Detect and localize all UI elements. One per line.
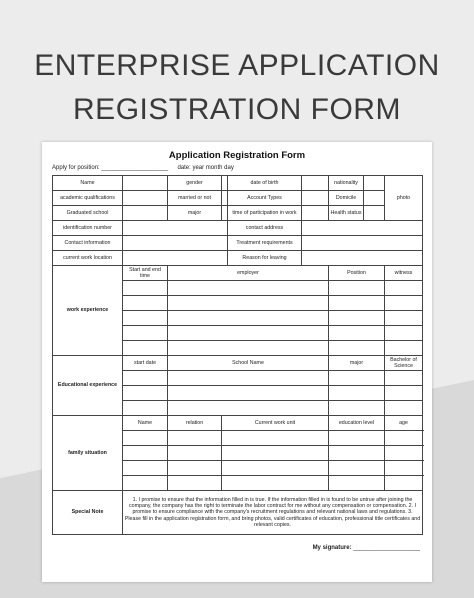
- label-major: major: [168, 206, 222, 221]
- input-graduated[interactable]: [123, 206, 168, 221]
- header-education-level: education level: [329, 416, 385, 431]
- label-domicile: Domicile: [329, 191, 364, 206]
- cell[interactable]: [385, 461, 423, 476]
- apply-row: [52, 165, 234, 171]
- cell[interactable]: [168, 281, 329, 296]
- registration-table: [52, 175, 423, 535]
- header-school: School Name: [168, 356, 329, 371]
- cell[interactable]: [222, 431, 329, 446]
- cell[interactable]: [168, 446, 222, 461]
- label-account: Account Types: [228, 191, 302, 206]
- header-work-unit: Current work unit: [222, 416, 329, 431]
- cell[interactable]: [123, 446, 168, 461]
- cell[interactable]: [123, 296, 168, 311]
- signature-row: [313, 545, 420, 551]
- label-treatment: Treatment requirements: [228, 236, 302, 251]
- cell[interactable]: [222, 446, 329, 461]
- header-degree: Bachelor of Science: [385, 356, 423, 371]
- banner-line-2: REGISTRATION FORM: [73, 93, 401, 126]
- cell[interactable]: [385, 296, 423, 311]
- cell[interactable]: [329, 476, 385, 491]
- cell[interactable]: [385, 371, 423, 386]
- signature-line[interactable]: ____________________: [353, 545, 420, 551]
- cell[interactable]: [123, 386, 168, 401]
- cell[interactable]: [123, 311, 168, 326]
- cell[interactable]: [123, 341, 168, 356]
- cell[interactable]: [168, 341, 329, 356]
- cell[interactable]: [329, 341, 385, 356]
- header-start-end: Start and end time: [123, 266, 168, 281]
- input-name[interactable]: [123, 176, 168, 191]
- banner-line-1: ENTERPRISE APPLICATION: [34, 49, 440, 82]
- cell[interactable]: [385, 476, 423, 491]
- cell[interactable]: [385, 446, 423, 461]
- section-work-experience: work experience: [53, 266, 123, 356]
- cell[interactable]: [123, 401, 168, 416]
- cell[interactable]: [168, 431, 222, 446]
- cell[interactable]: [329, 326, 385, 341]
- label-graduated: Graduated school: [53, 206, 123, 221]
- input-nationality[interactable]: [364, 176, 385, 191]
- label-reason: Reason for leaving: [228, 251, 302, 266]
- input-academic[interactable]: [123, 191, 168, 206]
- label-health: Health status: [329, 206, 364, 221]
- cell[interactable]: [329, 371, 385, 386]
- page-banner: [0, 44, 474, 132]
- section-education: Educational experience: [53, 356, 123, 416]
- cell[interactable]: [123, 326, 168, 341]
- cell[interactable]: [123, 461, 168, 476]
- label-nationality: nationality: [329, 176, 364, 191]
- label-dob: date of birth: [228, 176, 302, 191]
- cell[interactable]: [168, 386, 329, 401]
- cell[interactable]: [222, 461, 329, 476]
- date-field[interactable]: date: year month day: [177, 165, 234, 171]
- cell[interactable]: [168, 296, 329, 311]
- special-note-text: 1. I promise to ensure that the information filled in is true. If the information filled in is found to be untrue after joining the company, the company has the right to terminate the labor contract for me without any compensation or compensation. 2. I promise to ensure compliance with the company's recruitment regulations and relevant national laws and regulations. 3. Please fill in the application registration form, and bring photos, valid certificates of education, professional title certificates and relevant copies.: [123, 491, 423, 535]
- cell[interactable]: [222, 476, 329, 491]
- cell[interactable]: [168, 326, 329, 341]
- header-relation: relation: [168, 416, 222, 431]
- cell[interactable]: [385, 311, 423, 326]
- cell[interactable]: [168, 401, 329, 416]
- label-id-number: identification number: [53, 221, 123, 236]
- input-reason[interactable]: [302, 251, 423, 266]
- cell[interactable]: [168, 371, 329, 386]
- form-title: Application Registration Form: [168, 150, 306, 161]
- input-contact-info[interactable]: [123, 236, 228, 251]
- cell[interactable]: [385, 431, 423, 446]
- cell[interactable]: [123, 476, 168, 491]
- label-gender: gender: [168, 176, 222, 191]
- section-family: family situation: [53, 416, 123, 491]
- cell[interactable]: [329, 446, 385, 461]
- cell[interactable]: [329, 296, 385, 311]
- header-employer: employer: [168, 266, 329, 281]
- label-academic: academic qualifications: [53, 191, 123, 206]
- signature-label: My signature:: [312, 545, 352, 551]
- input-id-number[interactable]: [123, 221, 228, 236]
- apply-for-field[interactable]: Apply for position: ____________________: [52, 165, 169, 171]
- header-edu-major: major: [329, 356, 385, 371]
- header-position: Position: [329, 266, 385, 281]
- cell[interactable]: [168, 311, 329, 326]
- label-married: married or not: [168, 191, 222, 206]
- cell[interactable]: [385, 281, 423, 296]
- label-current-unit: current work location: [53, 251, 123, 266]
- cell[interactable]: [123, 371, 168, 386]
- label-contact-address: contact address: [228, 221, 302, 236]
- photo-box[interactable]: photo: [385, 176, 423, 221]
- section-special-note: Special Note: [53, 491, 123, 535]
- header-witness: witness: [385, 266, 423, 281]
- input-current-unit[interactable]: [123, 251, 228, 266]
- cell[interactable]: [385, 341, 423, 356]
- cell[interactable]: [385, 401, 423, 416]
- cell[interactable]: [123, 281, 168, 296]
- cell[interactable]: [168, 461, 222, 476]
- input-account[interactable]: [302, 191, 329, 206]
- label-participation: time of participation in work: [228, 206, 302, 221]
- input-participation[interactable]: [302, 206, 329, 221]
- cell[interactable]: [385, 386, 423, 401]
- header-family-name: Name: [123, 416, 168, 431]
- cell[interactable]: [329, 311, 385, 326]
- form-sheet: [42, 142, 432, 582]
- label-name: Name: [53, 176, 123, 191]
- input-domicile[interactable]: [364, 191, 385, 206]
- cell[interactable]: [329, 461, 385, 476]
- header-age: age: [385, 416, 423, 431]
- input-health[interactable]: [364, 206, 385, 221]
- input-contact-address[interactable]: [302, 221, 423, 236]
- cell[interactable]: [123, 431, 168, 446]
- cell[interactable]: [329, 401, 385, 416]
- cell[interactable]: [329, 386, 385, 401]
- cell[interactable]: [385, 326, 423, 341]
- header-start-date: start date: [123, 356, 168, 371]
- input-treatment[interactable]: [302, 236, 423, 251]
- cell[interactable]: [329, 431, 385, 446]
- cell[interactable]: [168, 476, 222, 491]
- input-dob[interactable]: [302, 176, 329, 191]
- label-contact-info: Contact information: [53, 236, 123, 251]
- cell[interactable]: [329, 281, 385, 296]
